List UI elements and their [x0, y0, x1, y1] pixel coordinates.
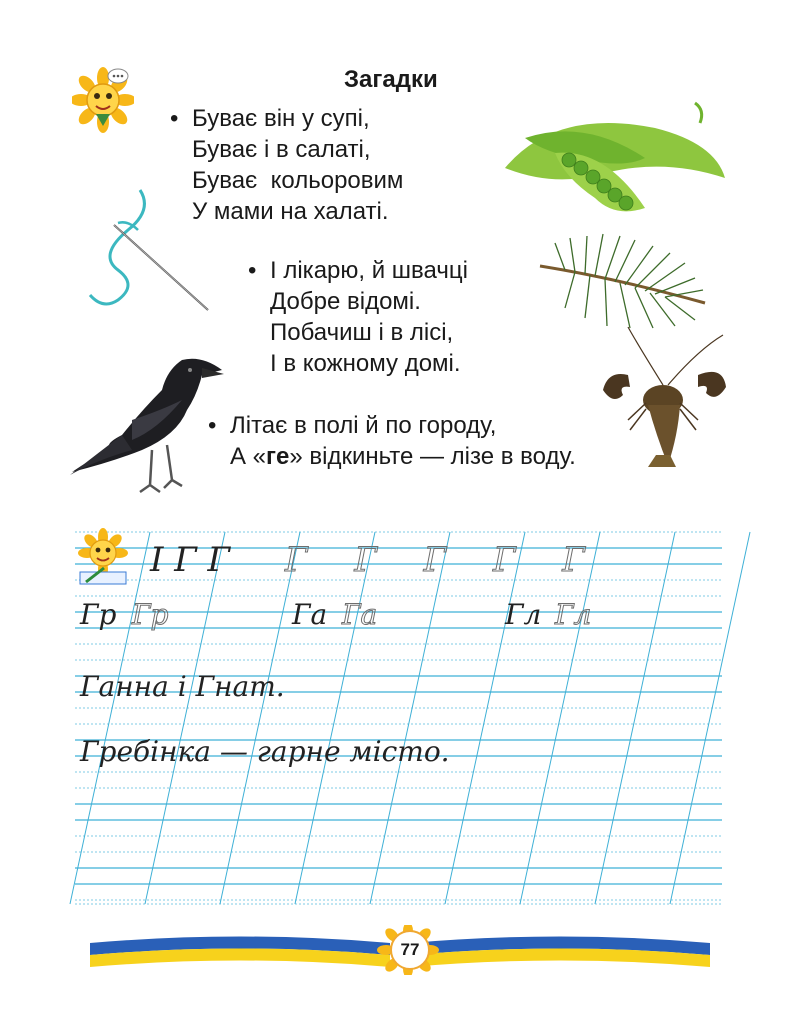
handwriting-pair-traced: Гр: [132, 598, 169, 631]
page-number: 77: [390, 930, 430, 970]
riddle-line: Добре відомі.: [270, 288, 421, 315]
riddle-line: І лікарю, й швачці: [270, 257, 468, 284]
handwriting-sentence-1: Ганна і Гнат.: [80, 670, 285, 703]
handwriting-pair-traced: Гл: [555, 598, 592, 631]
grid-slant-line: [295, 532, 378, 904]
page-title: Загадки: [344, 66, 438, 93]
riddle-line: Побачиш і в лісі,: [270, 319, 454, 346]
grid-slant-line: [670, 532, 750, 904]
handwriting-pair-traced: Га: [342, 598, 378, 631]
bullet-icon: •: [248, 257, 257, 284]
handwriting-row1-traced: Г Г Г Г Г: [285, 540, 603, 580]
handwriting-row1-solid: І Г Г: [150, 540, 231, 580]
handwriting-pair-solid: Га: [292, 598, 328, 631]
riddle-line: У мами на халаті.: [192, 198, 389, 225]
riddle-line: Літає в полі й по городу,: [230, 412, 497, 439]
handwriting-pair-solid: Гл: [505, 598, 542, 631]
grid-slant-line: [520, 532, 600, 904]
riddle-text: » відкиньте — лізе в воду.: [289, 443, 576, 470]
bullet-icon: •: [208, 412, 217, 439]
grid-slant-line: [220, 532, 300, 904]
grid-slant-line: [145, 532, 225, 904]
riddle-line: Буває він у супі,: [192, 105, 370, 132]
grid-slant-line: [70, 532, 150, 904]
riddle-bold-syllable: ге: [266, 443, 290, 470]
grid-slant-line: [445, 532, 525, 904]
riddle-text: А «: [230, 443, 267, 470]
handwriting-sentence-2: Гребінка — гарне місто.: [80, 735, 450, 768]
riddle-line: І в кожному домі.: [270, 350, 461, 377]
riddle-line: Буває кольоровим: [192, 167, 404, 194]
sunflower-writing-icon: [74, 528, 132, 586]
grid-slant-line: [370, 532, 450, 904]
bullet-icon: •: [170, 105, 179, 132]
riddle-line: Буває і в салаті,: [192, 136, 371, 163]
grid-slant-line: [595, 532, 675, 904]
handwriting-pair-solid: Гр: [80, 598, 117, 631]
